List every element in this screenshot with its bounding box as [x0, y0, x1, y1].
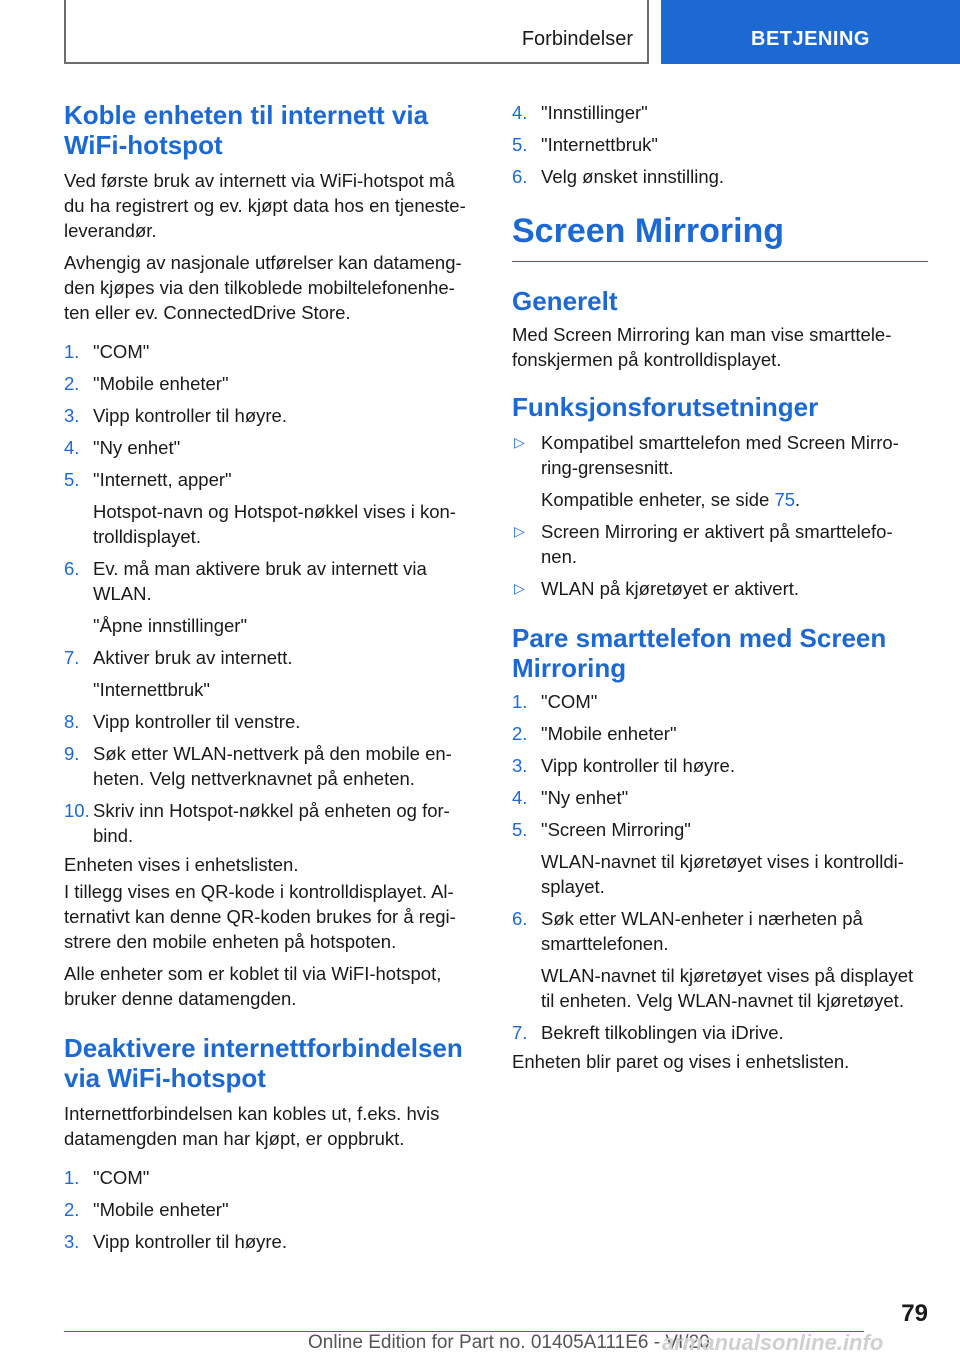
footer-edition: Online Edition for Part no. 01405A111E6 - VI/20 — [308, 1332, 710, 1353]
step-text: Søk etter WLAN-enheter i nærheten på smarttelefonen. — [541, 908, 863, 954]
step-text: "Mobile enheter" — [93, 373, 229, 394]
list-item — [64, 467, 480, 549]
triangle-bullet-icon: ▷ — [514, 434, 525, 450]
list-item — [512, 689, 928, 714]
step-number: 1. — [64, 1167, 80, 1188]
step-number: 9. — [64, 743, 80, 764]
list-item — [512, 132, 928, 157]
general-text: Med Screen Mirroring kan man vise smarttele-fonskjermen på kontrolldisplayet. — [512, 324, 892, 370]
step-text: "COM" — [93, 1167, 150, 1188]
header-chapter-title: BETJENING — [751, 28, 870, 50]
step-text: "Mobile enheter" — [541, 723, 677, 744]
step-number: 5. — [512, 819, 528, 840]
step-text: Vipp kontroller til høyre. — [93, 405, 287, 426]
list-item — [512, 519, 928, 569]
step-text: "Internett, apper" — [93, 469, 232, 490]
step-text: Ev. må man aktivere bruk av internett via WLAN. — [93, 558, 427, 604]
list-item — [512, 753, 928, 778]
bullet-subtext: Kompatible enheter, se side 75. — [541, 489, 801, 510]
list-item — [64, 339, 480, 364]
left-column — [64, 100, 480, 1261]
triangle-bullet-icon: ▷ — [514, 523, 525, 539]
list-item — [64, 1197, 480, 1222]
step-number: 5. — [64, 469, 80, 490]
step-text: Aktiver bruk av internett. — [93, 647, 293, 668]
step-number: 4. — [512, 787, 528, 808]
list-item — [64, 741, 480, 791]
step-subtext: WLAN-navnet til kjøretøyet vises på displayet til enheten. Velg WLAN-navnet til kjøretøyet. — [541, 965, 914, 1011]
step-number: 2. — [64, 1199, 80, 1220]
bullet-text: Screen Mirroring er aktivert på smarttelefo-nen. — [541, 521, 893, 567]
step-text: "Internettbruk" — [541, 134, 658, 155]
deactivate-steps — [64, 1165, 480, 1254]
step-number: 10. — [64, 800, 90, 821]
header-section-box — [64, 0, 649, 64]
step-text: "COM" — [541, 691, 598, 712]
list-item — [512, 576, 928, 601]
pair-after: Enheten blir paret og vises i enhetslisten. — [512, 1051, 850, 1072]
bullet-text: Kompatibel smarttelefon med Screen Mirro-ring-grensesnitt. — [541, 432, 899, 478]
list-item — [512, 164, 928, 189]
header-section-title: Forbindelser — [521, 28, 633, 50]
step-number: 1. — [64, 341, 80, 362]
step-number: 6. — [512, 908, 528, 929]
step-text: Velg ønsket innstilling. — [541, 166, 725, 187]
step-number: 4. — [512, 102, 528, 123]
list-item — [64, 645, 480, 702]
heading-general: Generelt — [512, 286, 618, 316]
step-text: "Screen Mirroring" — [541, 819, 691, 840]
heading-deactivate: Deaktivere internettforbindelsen via WiFi-hotspot — [64, 1033, 463, 1093]
list-item — [64, 709, 480, 734]
list-item — [64, 1165, 480, 1190]
pair-steps — [512, 689, 928, 1045]
list-item — [512, 817, 928, 899]
step-text: "Innstillinger" — [541, 102, 648, 123]
hotspot-after-3: Alle enheter som er koblet til via WiFI-hotspot, bruker denne datamengden. — [64, 963, 442, 1009]
step-number: 6. — [64, 558, 80, 579]
triangle-bullet-icon: ▷ — [514, 580, 525, 596]
step-number: 4. — [64, 437, 80, 458]
list-item — [512, 430, 928, 512]
hotspot-intro-1: Ved første bruk av internett via WiFi-hotspot må du ha registrert og ev. kjøpt data hos en tjeneste-leverandør. — [64, 170, 466, 241]
step-subtext: Hotspot-navn og Hotspot-nøkkel vises i kon-trolldisplayet. — [93, 501, 456, 547]
step-subtext: WLAN-navnet til kjøretøyet vises i kontrolldi-splayet. — [541, 851, 904, 897]
step-number: 3. — [64, 405, 80, 426]
right-column — [512, 100, 928, 1081]
hotspot-steps — [64, 339, 480, 848]
page-number: 79 — [901, 1300, 928, 1327]
step-text: Skriv inn Hotspot-nøkkel på enheten og for-bind. — [93, 800, 450, 846]
step-text: Bekreft tilkoblingen via iDrive. — [541, 1022, 784, 1043]
list-item — [64, 435, 480, 460]
heading-prerequisites: Funksjonsforutsetninger — [512, 392, 819, 422]
step-number: 8. — [64, 711, 80, 732]
watermark-logo: armanualsonline.info — [662, 1330, 884, 1355]
hotspot-after-2: I tillegg vises en QR-kode i kontrolldisplayet. Al-ternativt kan denne QR-koden brukes for å regi-strere den mobile enheten på hotspoten. — [64, 881, 456, 952]
header-chapter-box — [661, 0, 960, 64]
list-item — [512, 1020, 928, 1045]
list-item — [64, 371, 480, 396]
list-item — [512, 100, 928, 125]
hotspot-after-1: Enheten vises i enhetslisten. — [64, 854, 299, 875]
page-reference-link[interactable]: 75 — [774, 489, 796, 510]
step-text: Vipp kontroller til høyre. — [541, 755, 735, 776]
heading-wifi-hotspot: Koble enheten til internett via WiFi-hotspot — [64, 100, 429, 160]
list-item — [64, 1229, 480, 1254]
step-subtext: "Internettbruk" — [93, 679, 210, 700]
deactivate-intro: Internettforbindelsen kan kobles ut, f.eks. hvis datamengden man har kjøpt, er oppbrukt. — [64, 1103, 440, 1149]
heading-screen-mirroring: Screen Mirroring — [512, 212, 785, 250]
step-number: 3. — [512, 755, 528, 776]
step-text: Vipp kontroller til venstre. — [93, 711, 301, 732]
list-item — [512, 906, 928, 1013]
step-text: Vipp kontroller til høyre. — [93, 1231, 287, 1252]
step-number: 7. — [512, 1022, 528, 1043]
prerequisite-list — [512, 430, 928, 601]
step-number: 6. — [512, 166, 528, 187]
step-number: 7. — [64, 647, 80, 668]
list-item — [64, 403, 480, 428]
list-item — [64, 798, 480, 848]
heading-pair: Pare smarttelefon med Screen Mirroring — [512, 623, 887, 683]
step-number: 5. — [512, 134, 528, 155]
step-text: "COM" — [93, 341, 150, 362]
step-text: "Ny enhet" — [93, 437, 181, 458]
hotspot-intro-2: Avhengig av nasjonale utførelser kan datameng-den kjøpes via den tilkoblede mobiltelefonenhe-ten eller ev. ConnectedDrive Store. — [64, 252, 462, 323]
step-number: 2. — [512, 723, 528, 744]
list-item — [64, 556, 480, 638]
heading-rule — [512, 261, 928, 262]
step-number: 2. — [64, 373, 80, 394]
step-subtext: "Åpne innstillinger" — [93, 615, 248, 636]
list-item — [512, 721, 928, 746]
step-number: 3. — [64, 1231, 80, 1252]
deactivate-steps-continued — [512, 100, 928, 189]
step-text: Søk etter WLAN-nettverk på den mobile en-heten. Velg nettverknavnet på enheten. — [93, 743, 452, 789]
step-text: "Mobile enheter" — [93, 1199, 229, 1220]
bullet-text: WLAN på kjøretøyet er aktivert. — [541, 578, 800, 599]
step-number: 1. — [512, 691, 528, 712]
step-text: "Ny enhet" — [541, 787, 629, 808]
list-item — [512, 785, 928, 810]
